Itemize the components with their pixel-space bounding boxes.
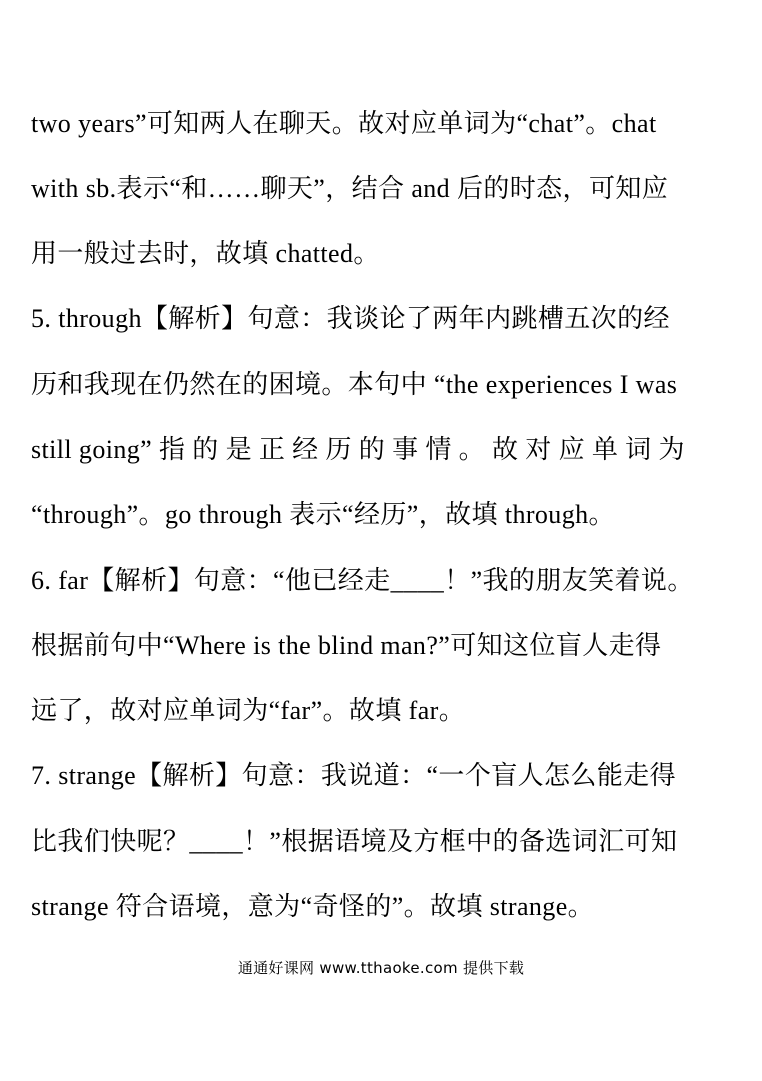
text-line-9: 根据前句中“Where is the blind man?”可知这位盲人走得 bbox=[31, 631, 662, 660]
answer-5-heading: 5. through【解析】句意：我谈论了两年内跳槽五次的经 bbox=[31, 304, 670, 333]
text-line-10: 远了，故对应单词为“far”。故填 far。 bbox=[31, 696, 466, 725]
text-line-2: with sb.表示“和……聊天”，结合 and 后的时态，可知应 bbox=[31, 174, 669, 203]
answer-6-heading: 6. far【解析】句意：“他已经走____！”我的朋友笑着说。 bbox=[31, 566, 694, 595]
footer-source-note: 通通好课网 www.tthaoke.com 提供下载 bbox=[237, 959, 525, 977]
answer-7-heading: 7. strange【解析】句意：我说道：“一个盲人怎么能走得 bbox=[31, 761, 677, 790]
text-line-13: strange 符合语境，意为“奇怪的”。故填 strange。 bbox=[31, 892, 595, 921]
text-line-7: “through”。go through 表示“经历”，故填 through。 bbox=[31, 500, 615, 529]
text-line-12: 比我们快呢？____！”根据语境及方框中的备选词汇可知 bbox=[31, 827, 678, 856]
text-line-6: still going” 指 的 是 正 经 历 的 事 情 。 故 对 应 单 词 为 bbox=[31, 435, 685, 464]
text-line-1: two years”可知两人在聊天。故对应单词为“chat”。chat bbox=[31, 109, 657, 138]
text-line-3: 用一般过去时，故填 chatted。 bbox=[31, 239, 380, 268]
text-line-5: 历和我现在仍然在的困境。本句中 “the experiences I was bbox=[31, 370, 678, 399]
